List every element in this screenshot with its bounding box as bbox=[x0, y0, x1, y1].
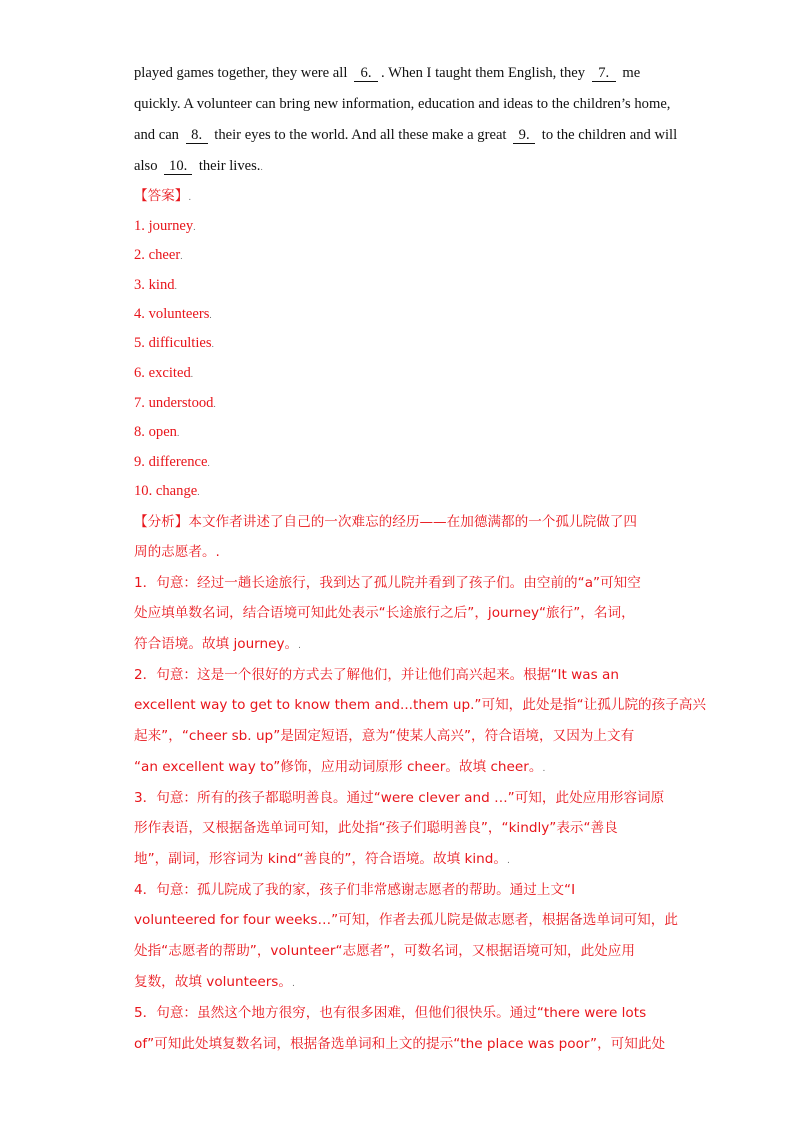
answer-word: cheer bbox=[148, 247, 181, 263]
explanation-line: 符合语境。故填 journey。. bbox=[134, 636, 302, 652]
explanation-line: “an excellent way to”修饰，应用动词原形 cheer。故填 cheer。. bbox=[134, 759, 546, 775]
answer-word: difficulties bbox=[148, 335, 212, 351]
answer-item: 6. excited. bbox=[134, 365, 193, 381]
answer-word: excited bbox=[148, 365, 191, 381]
passage-line-4: also 10. their lives.. bbox=[134, 158, 263, 174]
explanation-line: 2．句意：这是一个很好的方式去了解他们，并让他们高兴起来。根据“It was an bbox=[134, 667, 619, 683]
explanation-line: excellent way to get to know them and...them up.”可知，此处是指“让孤儿院的孩子高兴 bbox=[134, 697, 707, 713]
passage-line-1 bbox=[134, 64, 640, 82]
passage-text: their eyes to the world. And all these make a great bbox=[214, 127, 507, 143]
explanation-line: 处应填单数名词，结合语境可知此处表示“长途旅行之后”，journey“旅行”，名词， bbox=[134, 605, 635, 621]
analysis-text: 周的志愿者。. bbox=[134, 544, 220, 560]
explanation-line: 复数，故填 volunteers。. bbox=[134, 974, 295, 990]
answer-word: understood bbox=[148, 395, 214, 411]
analysis-text: 【分析】本文作者讲述了自己的一次难忘的经历——在加德满都的一个孤儿院做了四 bbox=[134, 514, 637, 530]
answer-heading-text: 【答案】 bbox=[134, 188, 189, 204]
blank-8: 8. bbox=[186, 127, 208, 144]
blank-7: 7. bbox=[592, 65, 616, 82]
answer-word: kind bbox=[148, 277, 175, 293]
answer-item: 5. difficulties. bbox=[134, 335, 214, 351]
answer-item: 3. kind. bbox=[134, 277, 177, 293]
passage-text: played games together, they were all bbox=[134, 65, 348, 81]
answer-word: open bbox=[148, 424, 177, 440]
answer-item: 7. understood. bbox=[134, 395, 216, 411]
passage-text: . When I taught them English, they bbox=[381, 65, 586, 81]
passage-text: and can bbox=[134, 127, 179, 143]
explanation-line: 1．句意：经过一趟长途旅行，我到达了孤儿院并看到了孩子们。由空前的“a”可知空 bbox=[134, 575, 641, 591]
explanation-line: 形作表语，又根据备选单词可知，此处指“孩子们聪明善良”，“kindly”表示“善良 bbox=[134, 820, 618, 836]
blank-9: 9. bbox=[513, 127, 535, 144]
answer-item: 4. volunteers. bbox=[134, 306, 212, 322]
answer-item: 10. change. bbox=[134, 483, 200, 499]
passage-text: also bbox=[134, 158, 158, 174]
explanation-line: 4．句意：孤儿院成了我的家，孩子们非常感谢志愿者的帮助。通过上文“I bbox=[134, 882, 576, 898]
passage-text: to the children and will bbox=[541, 127, 678, 143]
answer-item: 1. journey. bbox=[134, 218, 196, 234]
passage-line-3 bbox=[134, 126, 677, 144]
blank-10: 10. bbox=[164, 158, 192, 175]
answer-item: 2. cheer. bbox=[134, 247, 183, 263]
answer-item: 8. open. bbox=[134, 424, 180, 440]
explanation-line: 5．句意：虽然这个地方很穷，也有很多困难，但他们很快乐。通过“there were lots bbox=[134, 1005, 647, 1021]
passage-line-2 bbox=[134, 95, 670, 113]
explanation-line: 处指“志愿者的帮助”，volunteer“志愿者”，可数名词，又根据语境可知，此处应用 bbox=[134, 943, 635, 959]
answer-item: 9. difference. bbox=[134, 454, 210, 470]
answer-heading: 【答案】. bbox=[134, 188, 192, 204]
answer-word: volunteers bbox=[148, 306, 210, 322]
blank-6: 6. bbox=[354, 65, 378, 82]
explanation-line: 起来”，“cheer sb. up”是固定短语，意为“使某人高兴”，符合语境，又因为上文有 bbox=[134, 728, 635, 744]
passage-text: quickly. A volunteer can bring new information, education and ideas to the children’s home, bbox=[134, 96, 671, 112]
answer-word: journey bbox=[148, 218, 194, 234]
answer-word: difference bbox=[148, 454, 208, 470]
explanation-line: of”可知此处填复数名词，根据备选单词和上文的提示“the place was poor”，可知此处 bbox=[134, 1036, 666, 1052]
passage-text: me bbox=[622, 65, 641, 81]
explanation-line: volunteered for four weeks…”可知，作者去孤儿院是做志愿者，根据备选单词可知，此 bbox=[134, 912, 678, 928]
explanation-line: 地”，副词，形容词为 kind“善良的”，符合语境。故填 kind。. bbox=[134, 851, 510, 867]
passage-text: their lives. bbox=[198, 158, 261, 174]
explanation-line: 3．句意：所有的孩子都聪明善良。通过“were clever and …”可知，此处应用形容词原 bbox=[134, 790, 665, 806]
answer-word: change bbox=[155, 483, 198, 499]
